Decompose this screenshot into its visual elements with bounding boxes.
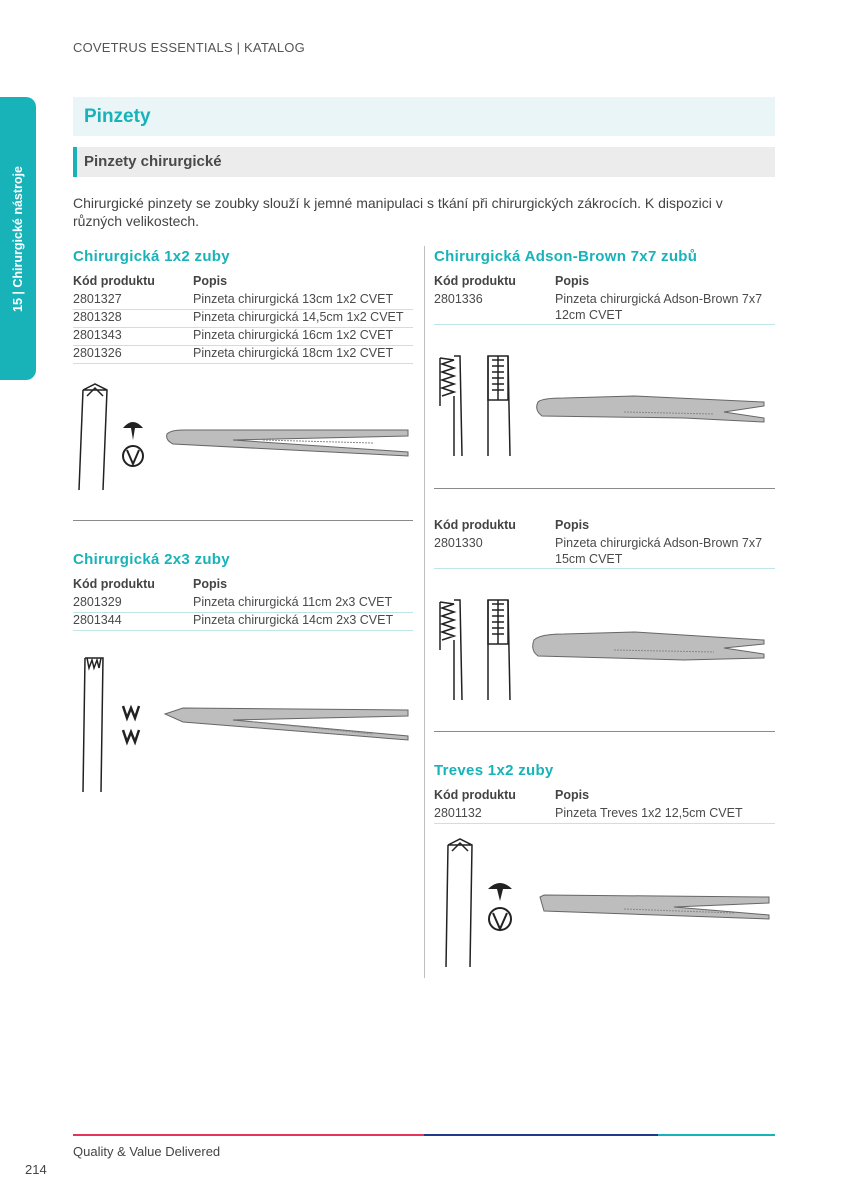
product-desc: Pinzeta chirurgická 14,5cm 1x2 CVET — [193, 310, 404, 324]
section-divider — [434, 731, 775, 732]
intro-paragraph: Chirurgické pinzety se zoubky slouží k jemné manipulaci s tkání při chirurgických zákrocích. K dispozici v různých velikostech. — [73, 195, 723, 229]
product-desc: Pinzeta chirurgická 14cm 2x3 CVET — [193, 613, 394, 627]
page-title: Pinzety — [84, 106, 151, 127]
code-column-header: Kód produktu — [434, 518, 516, 532]
table-row — [434, 806, 775, 824]
table-header — [434, 274, 775, 292]
product-table — [434, 788, 775, 824]
table-header — [434, 788, 775, 806]
product-code: 2801336 — [434, 292, 483, 306]
column-divider — [424, 246, 425, 978]
subsection-bar — [73, 147, 775, 177]
table-row — [73, 613, 413, 631]
product-desc-line1: Pinzeta chirurgická Adson-Brown 7x7 — [555, 536, 763, 550]
product-table — [434, 274, 775, 325]
section-title: Treves 1x2 zuby — [434, 762, 554, 779]
desc-column-header: Popis — [193, 577, 228, 591]
desc-column-header: Popis — [555, 274, 590, 288]
footer-tagline: Quality & Value Delivered — [73, 1144, 221, 1159]
subsection-accent — [73, 147, 77, 177]
code-column-header: Kód produktu — [434, 274, 516, 288]
table-header — [434, 518, 775, 536]
product-code: 2801327 — [73, 292, 122, 306]
product-code: 2801330 — [434, 536, 483, 550]
product-code: 2801343 — [73, 328, 122, 342]
table-row — [73, 292, 413, 310]
chapter-side-tab — [0, 97, 36, 380]
treves-forceps-image — [434, 835, 775, 975]
code-column-header: Kód produktu — [434, 788, 516, 802]
footer-line-pink — [73, 1134, 424, 1136]
product-code: 2801326 — [73, 346, 122, 360]
subsection-title: Pinzety chirurgické — [84, 153, 222, 170]
product-desc: Pinzeta Treves 1x2 12,5cm CVET — [555, 806, 743, 820]
desc-column-header: Popis — [555, 518, 590, 532]
product-code: 2801328 — [73, 310, 122, 324]
adson-brown-15cm-image — [434, 594, 775, 709]
forceps-2x3-image — [73, 650, 413, 800]
product-desc: Pinzeta chirurgická 11cm 2x3 CVET — [193, 595, 393, 609]
adson-brown-12cm-image — [434, 350, 775, 465]
product-desc-line1: Pinzeta chirurgická Adson-Brown 7x7 — [555, 292, 763, 306]
section-title: Chirurgická 1x2 zuby — [73, 248, 230, 265]
page-title-bar — [73, 97, 775, 136]
product-code: 2801329 — [73, 595, 122, 609]
section-title: Chirurgická Adson-Brown 7x7 zubů — [434, 248, 698, 265]
footer-line-navy — [424, 1134, 658, 1136]
section-divider — [73, 520, 413, 521]
catalog-header: COVETRUS ESSENTIALS | KATALOG — [73, 40, 305, 55]
table-row — [73, 595, 413, 613]
section-title: Chirurgická 2x3 zuby — [73, 551, 230, 568]
product-code: 2801344 — [73, 613, 122, 627]
product-desc-line2: 12cm CVET — [555, 308, 623, 322]
table-header — [73, 274, 413, 292]
desc-column-header: Popis — [193, 274, 228, 288]
code-column-header: Kód produktu — [73, 274, 155, 288]
desc-column-header: Popis — [555, 788, 590, 802]
table-row — [73, 346, 413, 364]
forceps-1x2-image — [73, 380, 413, 500]
table-header — [73, 577, 413, 595]
product-table — [73, 274, 413, 364]
code-column-header: Kód produktu — [73, 577, 155, 591]
product-desc: Pinzeta chirurgická 13cm 1x2 CVET — [193, 292, 394, 306]
product-code: 2801132 — [434, 806, 482, 820]
product-desc-line2: 15cm CVET — [555, 552, 623, 566]
chapter-side-tab-label: 15 | Chirurgické nástroje — [11, 166, 25, 312]
footer-line-teal — [658, 1134, 775, 1136]
page-number: 214 — [25, 1162, 47, 1177]
table-row — [73, 310, 413, 328]
product-desc: Pinzeta chirurgická 18cm 1x2 CVET — [193, 346, 394, 360]
table-row — [434, 292, 775, 325]
product-desc: Pinzeta chirurgická 16cm 1x2 CVET — [193, 328, 394, 342]
table-row — [73, 328, 413, 346]
product-table — [434, 518, 775, 569]
table-row — [434, 536, 775, 569]
product-table — [73, 577, 413, 631]
section-divider — [434, 488, 775, 489]
